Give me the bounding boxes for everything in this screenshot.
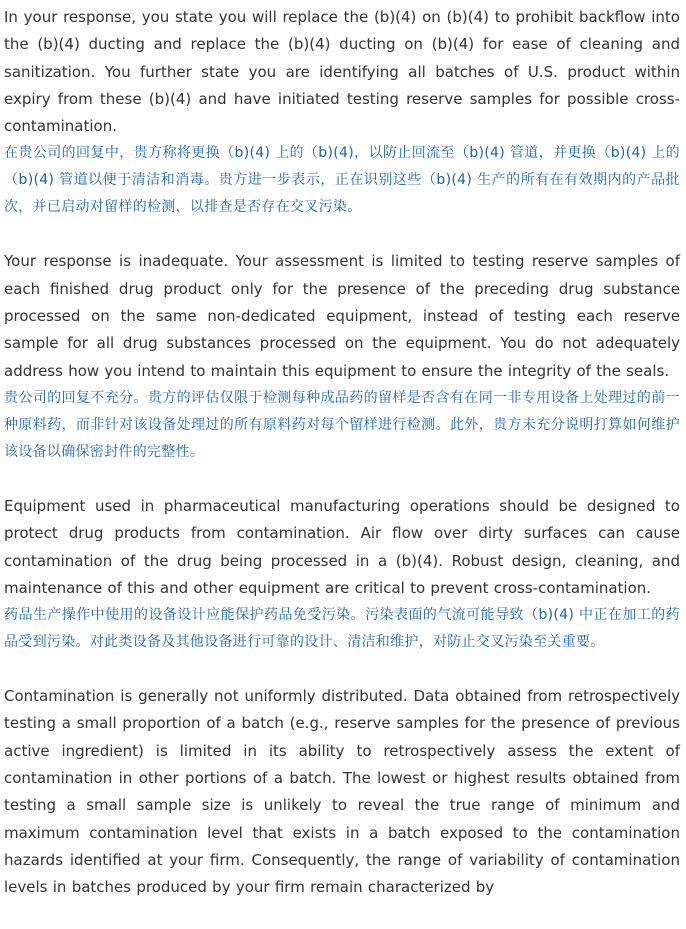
english-text: Contamination is generally not uniformly distributed. Data obtained from retrospectively testing a small proportion of a batch (e.g., reserve samples for the presence of previous active ingredient) is limited in its ability to retrospectively assess the extent of contamination in other portions of a batch. The lowest or highest results obtained from testing a small sample size is unlikely to reveal the true range of minimum and maximum contamination level that exists in a batch exposed to the contamination hazards identified at your firm. Consequently, the range of variability of contamination levels in batches produced by your firm remain characterized by [4,687,680,897]
english-text: In your response, you state you will replace the (b)(4) on (b)(4) to prohibit backflow into the (b)(4) ducting and replace the (b)(4) ducting on (b)(4) for ease of cleaning and sanitization. You further state you are identifying all batches of U.S. product within expiry from these (b)(4) and have initiated testing reserve samples for possible cross-contamination. [4,8,680,136]
paragraph-contamination-distribution [4,683,680,901]
paragraph-equipment-design [4,493,680,656]
chinese-translation: 贵公司的回复不充分。贵方的评估仅限于检测每种成品药的留样是否含有在同一非专用设备上处理过的前一种原料药，而非针对该设备处理过的所有原料药对每个留样进行检测。此外，贵方未充分说明打算如何维护该设备以确保密封件的完整性。 [4,389,680,460]
chinese-translation: 在贵公司的回复中，贵方称将更换（b)(4) 上的（b)(4)，以防止回流至（b)(4) 管道，并更换（b)(4) 上的（b)(4) 管道以便于清洁和消毒。贵方进一步表示，正在识别这些（b)(4) 生产的所有在有效期内的产品批次，并已启动对留样的检测，以排查是否存在交叉污染。 [4,145,680,216]
english-text: Equipment used in pharmaceutical manufacturing operations should be designed to protect drug products from contamination. Air flow over dirty surfaces can cause contamination of the drug being processed in a (b)(4). Robust design, cleaning, and maintenance of this and other equipment are critical to prevent cross-contamination. [4,496,680,597]
document-body [4,4,680,929]
english-text: Your response is inadequate. Your assessment is limited to testing reserve samples of each finished drug product only for the presence of the preceding drug substance processed on the same non-dedicated equipment, instead of testing each reserve sample for all drug substances processed on the equipment. You do not adequately address how you intend to maintain this equipment to ensure the integrity of the seals. [4,252,680,380]
paragraph-response-inadequate [4,248,680,465]
paragraph-response-summary [4,4,680,221]
chinese-translation: 药品生产操作中使用的设备设计应能保护药品免受污染。污染表面的气流可能导致（b)(4) 中正在加工的药品受到污染。对此类设备及其他设备进行可靠的设计、清洁和维护，对防止交叉污染至关重要。 [4,607,680,651]
